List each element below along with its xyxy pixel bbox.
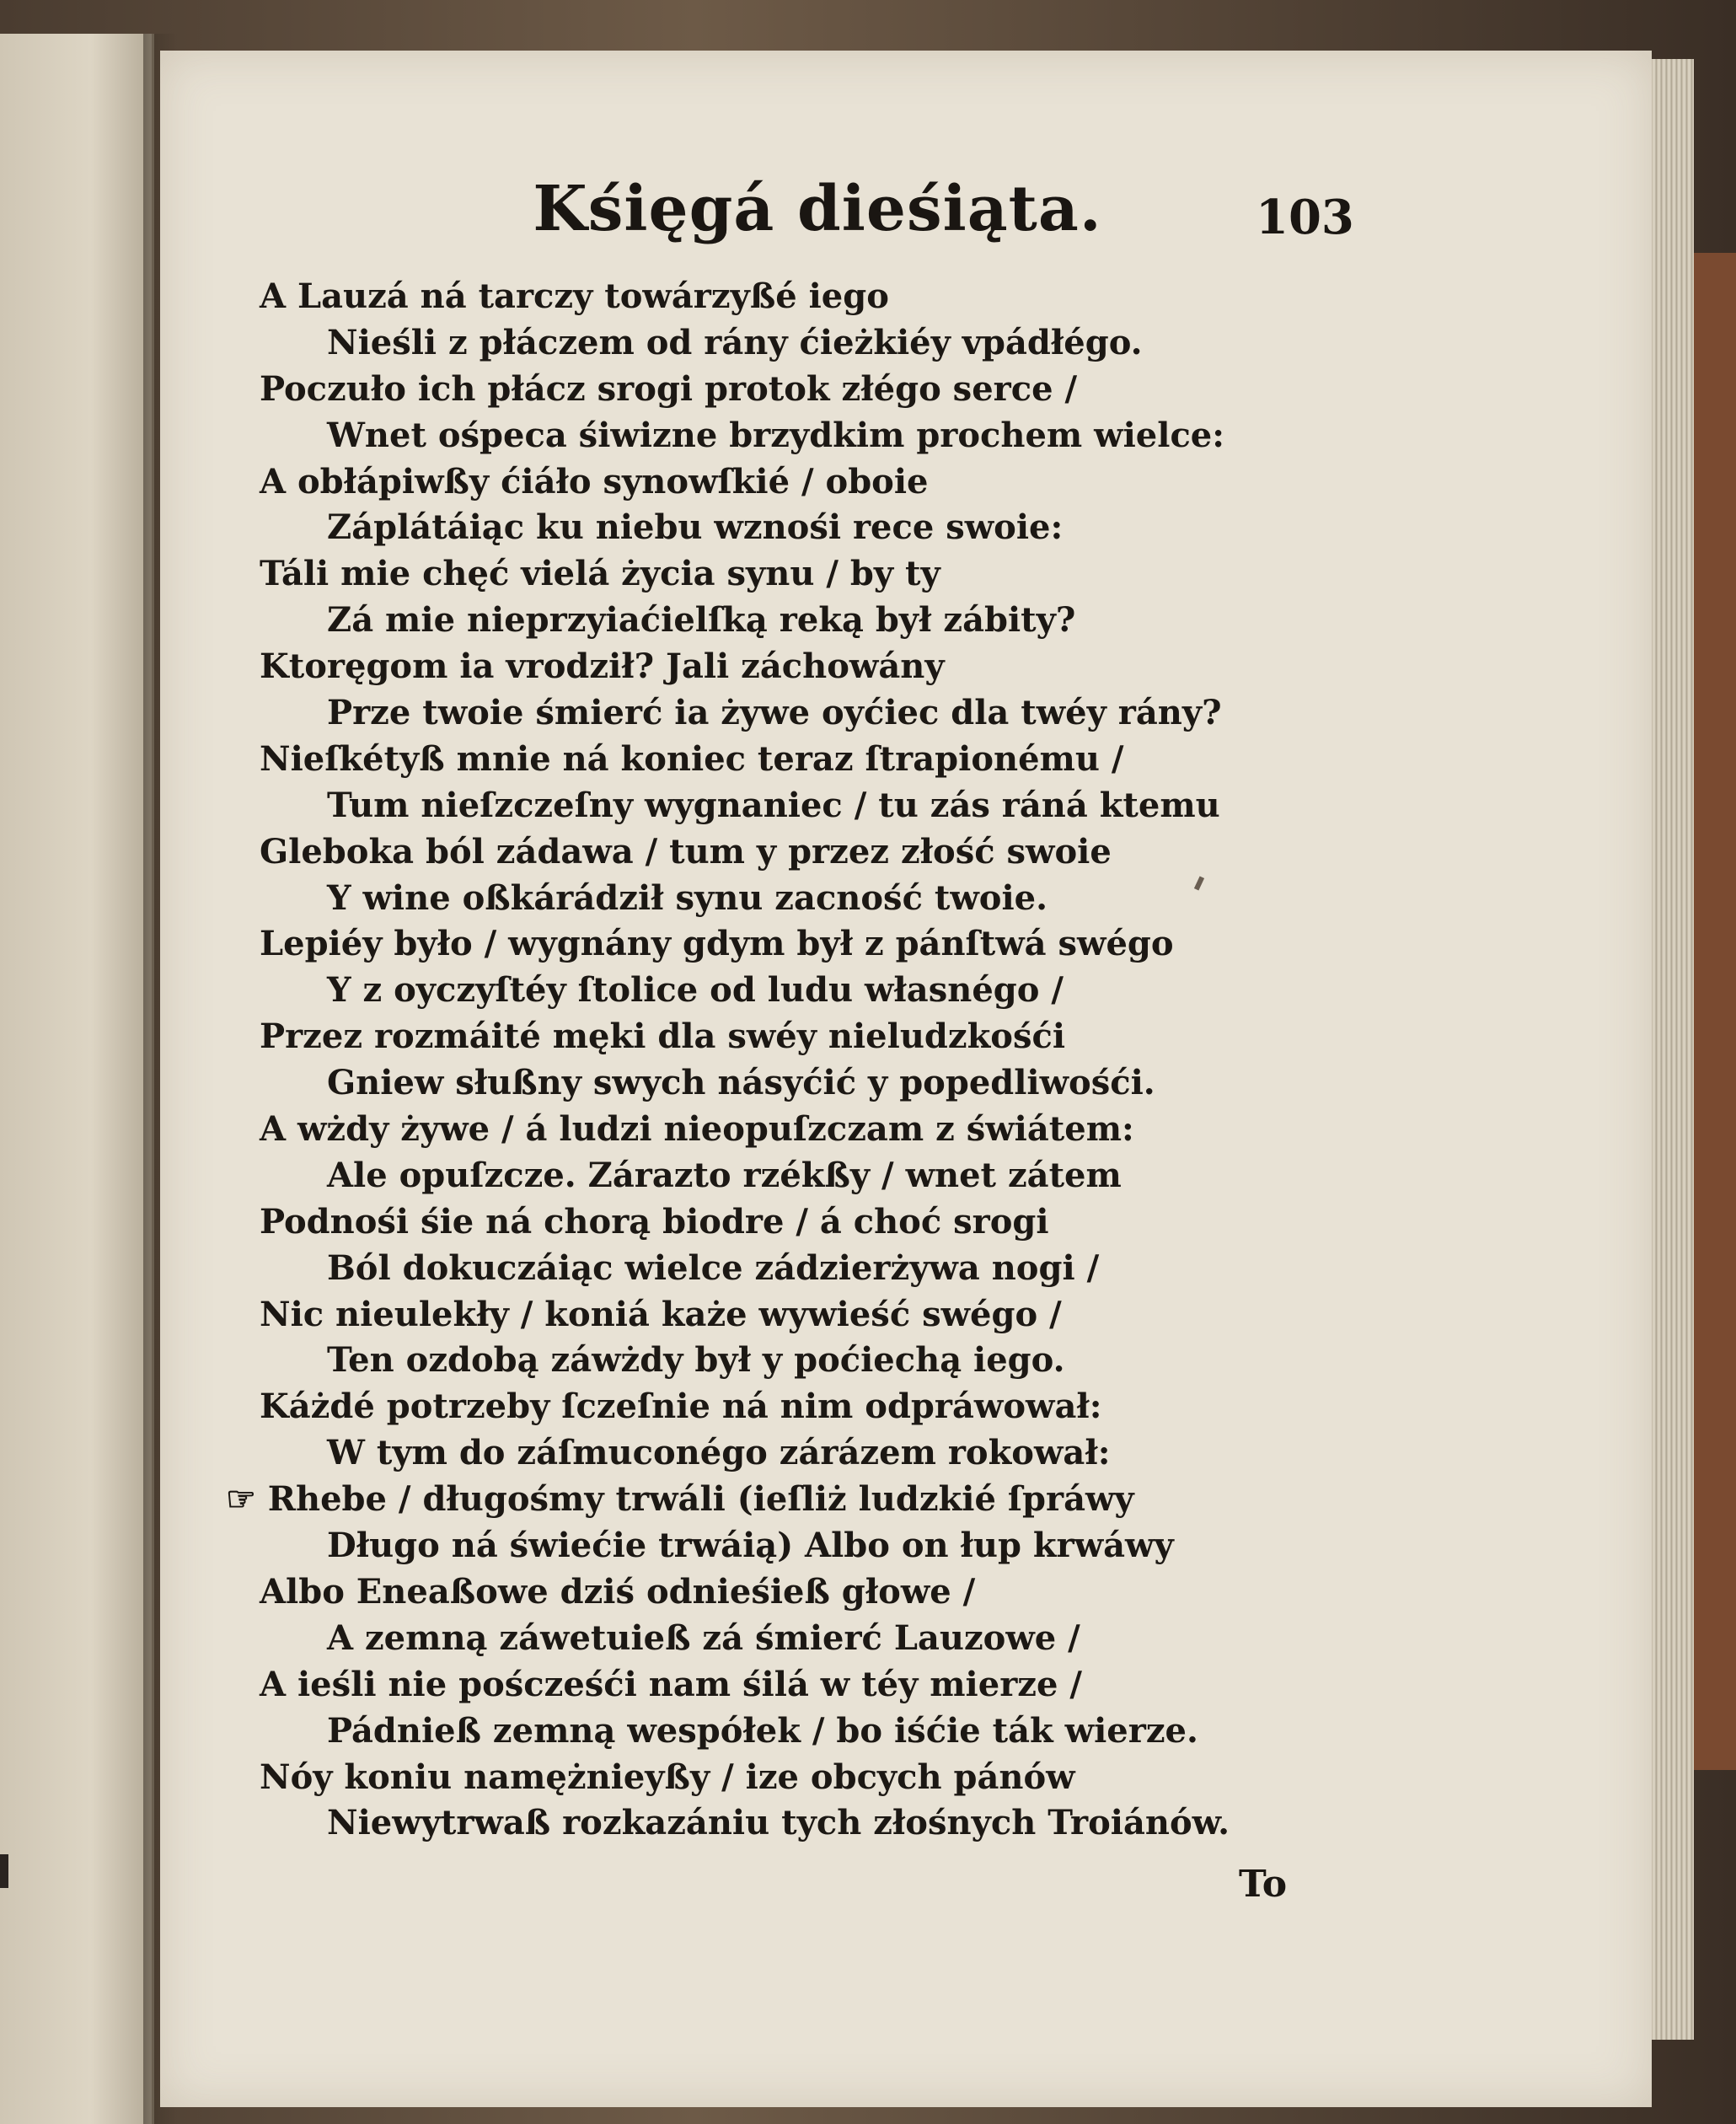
verse-line: Podnośi śie ná chorą biodre / á choć srogi [260,1201,1049,1242]
verse-line: Przez rozmáité męki dla swéy nieludzkośći [260,1016,1066,1057]
verse-line: Długo ná świećie trwáią) Albo on łup krwáwy [327,1526,1174,1566]
verse-line: Ktoręgom ia vrodził? Jali záchowány [260,646,945,687]
running-title: Kśięgá dieśiąta. [533,173,1102,245]
verse-line: W tym do záſmuconégo zárázem rokował: [327,1433,1111,1473]
page-number: 103 [1256,190,1354,245]
left-page-margin [0,34,154,2124]
catchword: To [1239,1863,1288,1906]
verse-line: Táli mie chęć vielá życia synu / by ty [260,554,940,594]
verse-line: A obłápiwßy ćiáło synowſkié / oboie [260,461,929,502]
verse-line: Lepiéy było / wygnány gdym był z pánſtwá swégo [260,924,1174,964]
page-edges [1648,59,1694,2040]
verse-line: Wnet ośpeca śiwizne brzydkim prochem wielce: [327,415,1225,455]
verse-line: A zemną záwetuieß zá śmierć Lauzowe / [327,1617,1080,1658]
verse-line: Albo Eneaßowe dziś odnieśieß głowe / [260,1571,976,1612]
verse-line: Nic nieulekły / koniá każe wywieść swégo / [260,1294,1062,1334]
verse-line: Gniew słußny swych násyćić y popedliwośći. [327,1063,1155,1103]
verse-line: Záplátáiąc ku niebu wznośi rece swoie: [327,507,1064,548]
verse-line: Nóy koniu namężnieyßy / ize obcych pánów [260,1757,1075,1797]
verse-line: Pádnieß zemną wespółek / bo iśćie ták wierze. [327,1710,1198,1751]
verse-line: Prze twoie śmierć ia żywe oyćiec dla twéy rány? [327,693,1222,733]
verse-line: Poczuło ich płácz srogi protok złégo serce / [260,368,1078,409]
verse-line: Nieſkétyß mnie ná koniec teraz ſtrapionému / [260,738,1124,779]
verse-line: Ale opuſzcze. Zárazto rzékßy / wnet zátem [327,1155,1122,1195]
verse-line: Zá mie nieprzyiaćielſką reką był zábity? [327,600,1076,641]
verse-line: ☞ Rhebe / długośmy trwáli (ieſliż ludzkié ſpráwy [226,1479,1134,1520]
verse-line: Ten ozdobą záwżdy był y poćiechą iego. [327,1340,1065,1381]
book-page [160,51,1652,2107]
left-page-ink-mark [0,1854,8,1888]
verse-line: Y wine oßkárádził synu zacność twoie. [327,877,1048,918]
page-header [160,173,1652,266]
verse-line: Nieśli z płáczem od rány ćieżkiéy vpádłégo. [327,322,1143,362]
verse-line: A ieśli nie poścześći nam śilá w téy mierze / [260,1664,1082,1704]
verse-line: Ból dokuczáiąc wielce zádzierżywa nogi / [327,1247,1100,1288]
verse-line: Niewytrwaß rozkazániu tych złośnych Troiánów. [327,1803,1230,1843]
verse-line: Káżdé potrzeby ſczeſnie ná nim odpráwował: [260,1386,1102,1427]
verse-block [160,274,1652,1847]
verse-line: A wżdy żywe / á ludzi nieopuſzczam z świátem: [260,1109,1134,1150]
verse-line: Tum nieſzczeſny wygnaniec / tu zás ráná ktemu [327,785,1220,825]
verse-line: A Lauzá ná tarczy towárzyßé iego [260,276,889,316]
book-cover-edge [1694,253,1736,1770]
verse-line: Y z oyczyſtéy ſtolice od ludu własnégo / [327,970,1064,1011]
verse-line: Gleboka ból zádawa / tum y przez złość swoie [260,831,1112,872]
